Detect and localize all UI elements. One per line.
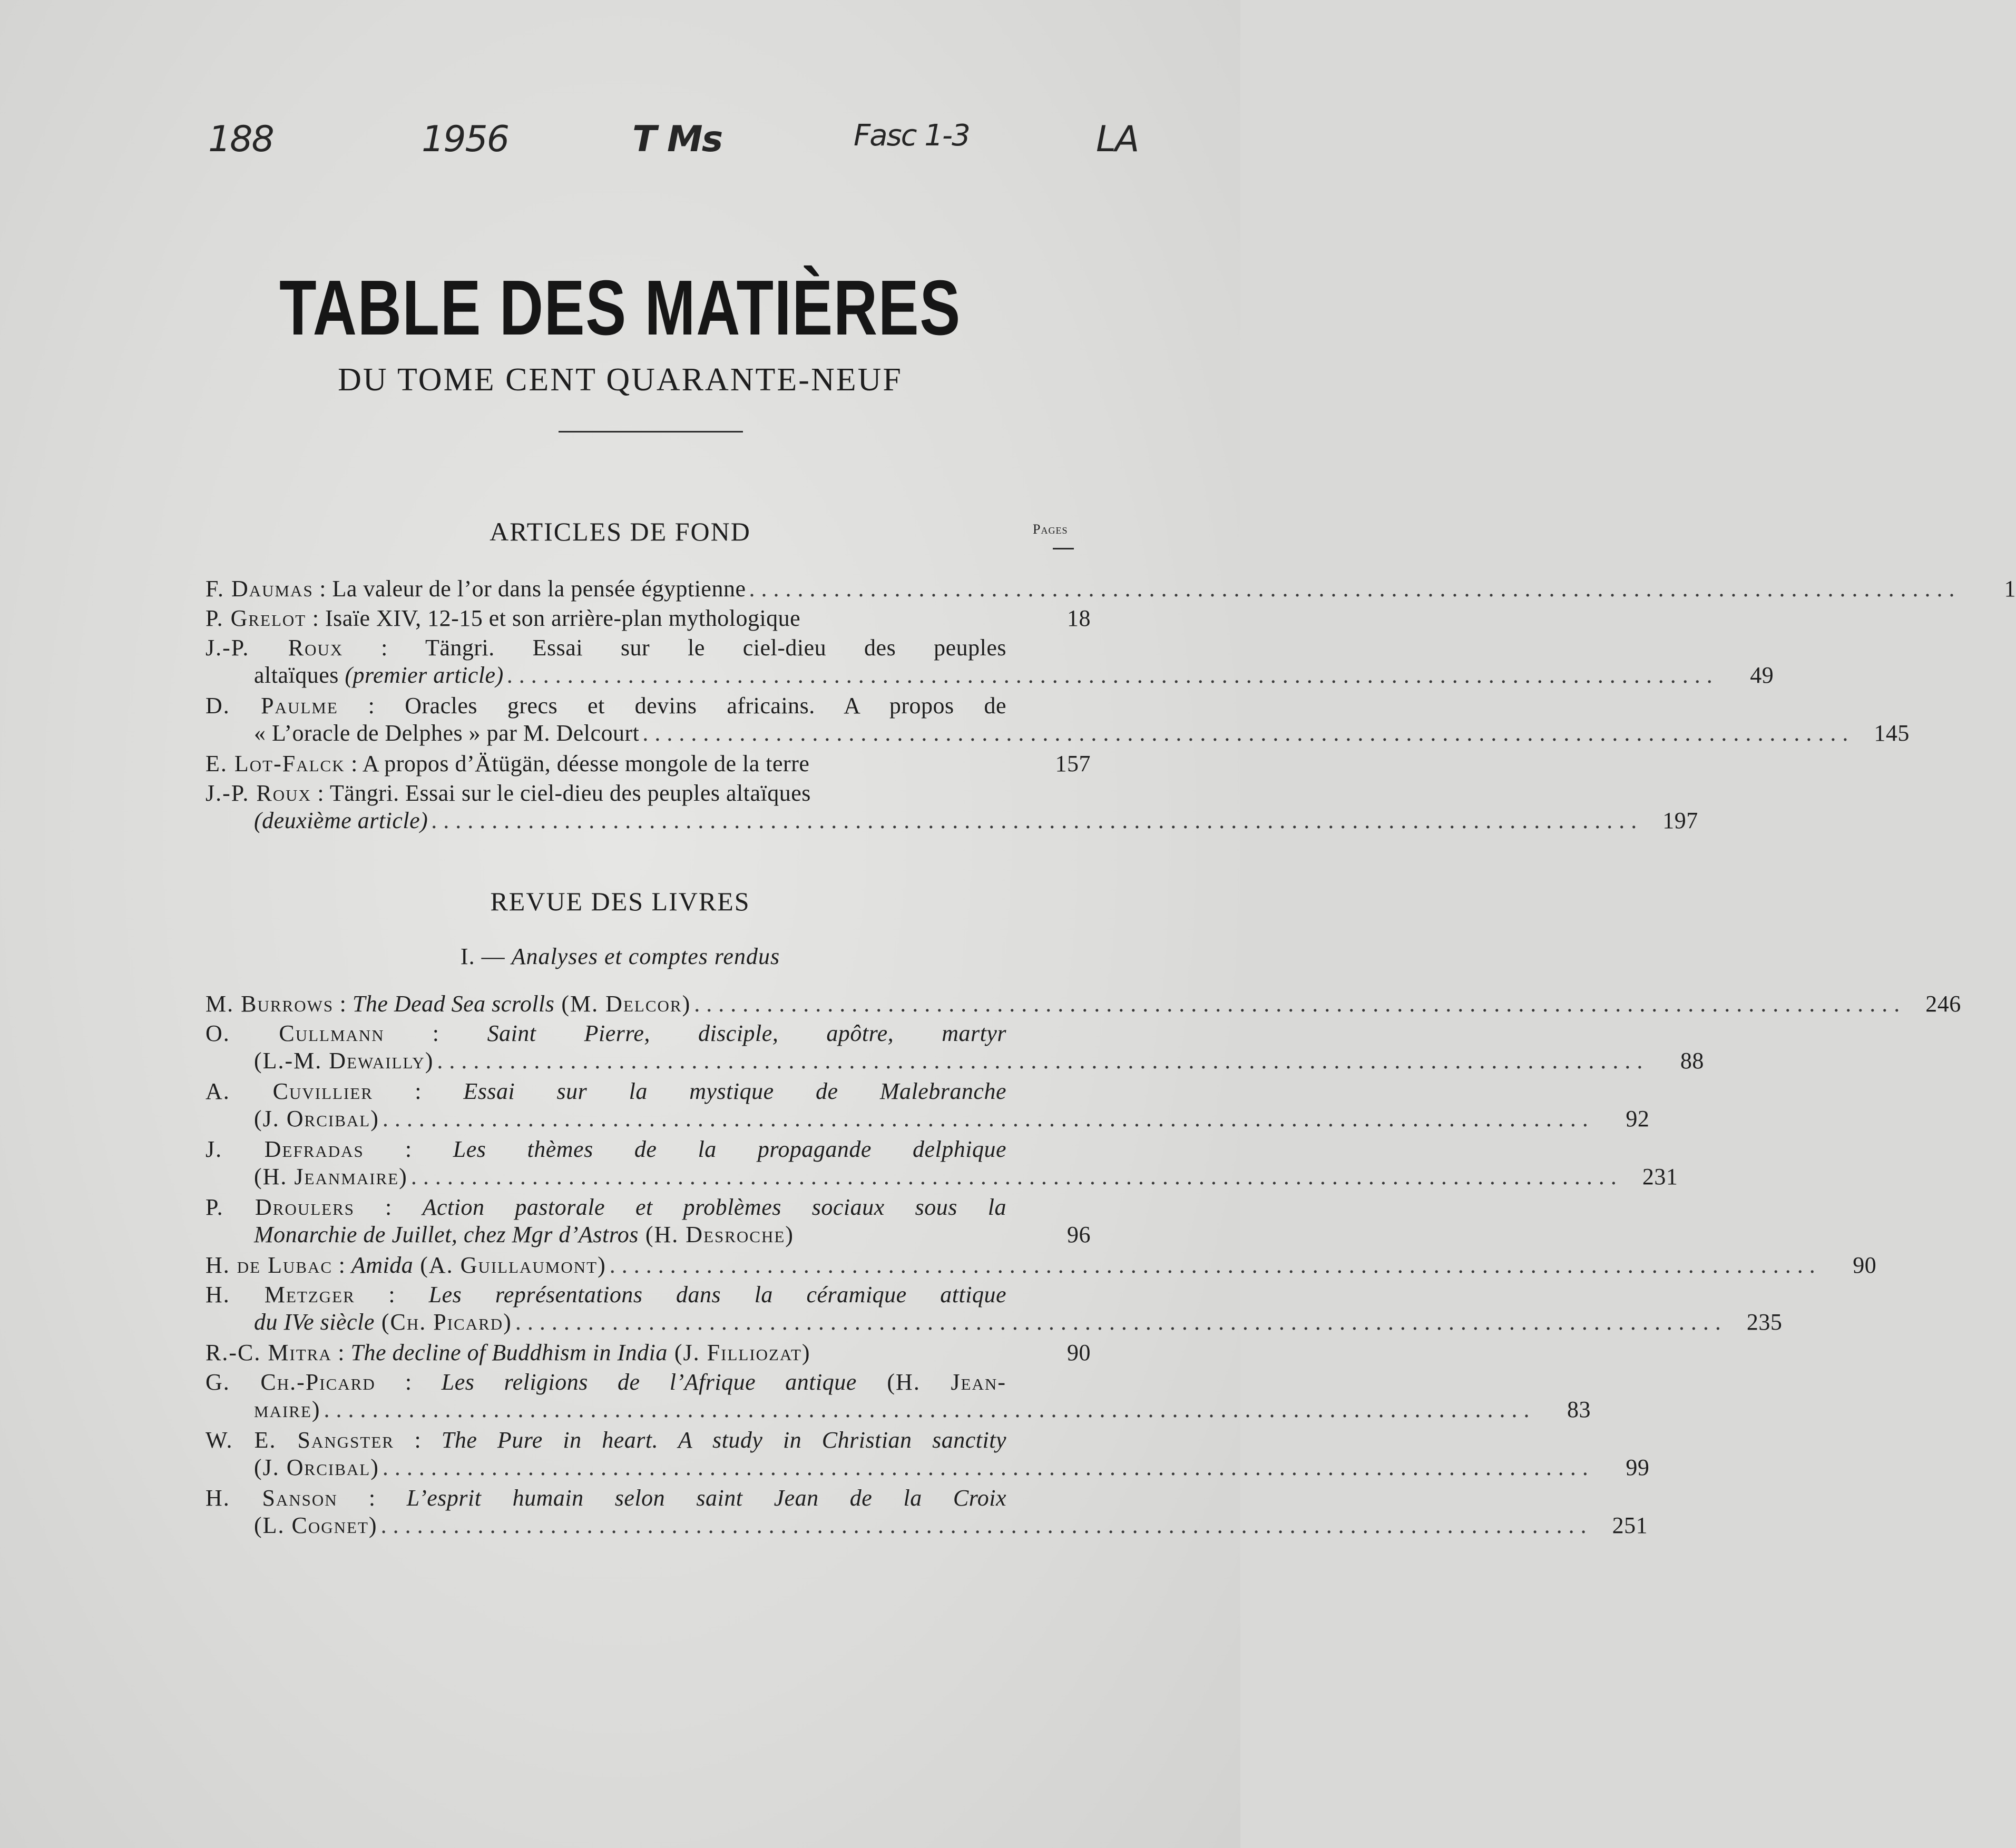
entry-author: H. Metzger (205, 1282, 355, 1308)
toc-entry: M. Burrows : The Dead Sea scrolls (M. Delcor) . . . 246 (205, 990, 1091, 1018)
page-number: 18 (1067, 605, 1091, 631)
toc-entry: H. Metzger : Les représentations dans la céramique attique du IVe siècle (Ch. Picard) . . . 235 (205, 1281, 1091, 1336)
entry-author: G. Ch.-Picard (205, 1369, 376, 1395)
toc-entry: J. Defradas : Les thèmes de la propagande delphique (H. Jeanmaire) . . . 231 (205, 1136, 1091, 1191)
handwritten-note: 1956 (422, 119, 509, 160)
entry-title: Les religions de l’Afrique antique (441, 1369, 857, 1395)
page-number: 92 (1626, 1106, 1650, 1132)
leader-dots (515, 1309, 1721, 1336)
entry-reviewer: (H. Jeanmaire) (254, 1164, 408, 1190)
entry-title: Tängri. Essai sur le ciel-dieu des peuples (425, 635, 1006, 661)
entry-author: J.-P. Roux (205, 635, 344, 661)
toc-entry: J.-P. Roux : Tängri. Essai sur le ciel-dieu des peuples altaïques (deuxième article) . . . 197 (205, 780, 1091, 834)
entry-author: F. Daumas (205, 576, 314, 602)
page-number: 1 (2004, 576, 2016, 602)
page-number: 90 (1853, 1252, 1877, 1278)
entry-title: The decline of Buddhism in India (350, 1340, 668, 1365)
entry-title: Tängri. Essai sur le ciel-dieu des peuples altaïques (329, 780, 811, 806)
entry-title: Isaïe XIV, 12-15 et son arrière-plan mythologique (325, 605, 801, 631)
page-number: 145 (1874, 720, 1910, 746)
page-number: 90 (1067, 1340, 1091, 1365)
handwritten-note: LA (1096, 119, 1139, 160)
entry-reviewer: (J. Orcibal) (254, 1454, 379, 1480)
toc-entry: A. Cuvillier : Essai sur la mystique de Malebranche (J. Orcibal) . . . 92 (205, 1078, 1091, 1133)
entry-author: A. Cuvillier (205, 1078, 373, 1104)
entry-title: Les représentations dans la céramique attique (428, 1282, 1006, 1308)
leader-dots (381, 1512, 1587, 1539)
leader-dots (411, 1163, 1617, 1191)
entry-reviewer: (J. Orcibal) (254, 1106, 379, 1132)
entry-author: P. Droulers (205, 1194, 355, 1220)
entry-author: M. Burrows (205, 991, 334, 1017)
toc-entry: F. Daumas : La valeur de l’or dans la pensée égyptienne . . . 1 (205, 575, 1091, 603)
leader-dots (642, 720, 1848, 747)
section-heading-articles: ARTICLES DE FOND (490, 517, 751, 546)
entry-title: Essai sur la mystique de Malebranche (463, 1078, 1006, 1104)
page-number: 197 (1662, 808, 1698, 833)
toc-entry: H. de Lubac : Amida (A. Guillaumont) . . . 90 (205, 1252, 1091, 1279)
handwritten-note: 188 (208, 119, 273, 160)
leader-dots (431, 807, 1637, 834)
page-number: 88 (1680, 1048, 1704, 1074)
page-number: 231 (1642, 1164, 1678, 1190)
entry-author: P. Grelot (205, 605, 307, 631)
entry-author: J. Defradas (205, 1136, 364, 1162)
entry-title: Oracles grecs et devins africains. A propos de (405, 693, 1006, 719)
entry-title: The Dead Sea scrolls (352, 991, 555, 1017)
toc-entry: P. Droulers : Action pastorale et problèmes sociaux sous la Monarchie de Juillet, chez Mgr d’Astros (H. Desroche) 96 (205, 1194, 1091, 1247)
entry-author: E. Lot-Falck (205, 751, 345, 776)
section-heading-reviews: REVUE DES LIVRES (490, 887, 750, 916)
pages-column-rule (1053, 548, 1074, 549)
page-number: 235 (1746, 1309, 1783, 1335)
entry-reviewer: (A. Guillaumont) (413, 1252, 606, 1278)
page-number: 157 (1055, 751, 1091, 776)
page-number: 96 (1067, 1222, 1091, 1247)
leader-dots (507, 662, 1713, 689)
toc-entry: P. Grelot : Isaïe XIV, 12-15 et son arrière-plan mythologique 18 (205, 605, 1091, 631)
page-number: 99 (1626, 1454, 1650, 1480)
entry-reviewer: (L.-M. Dewailly) (254, 1048, 434, 1074)
entry-author: W. E. Sangster (205, 1427, 394, 1453)
page-number: 251 (1612, 1512, 1648, 1538)
page-number: 83 (1567, 1397, 1591, 1422)
handwritten-note: Fasc 1-3 (854, 119, 970, 153)
toc-entry: W. E. Sangster : The Pure in heart. A study in Christian sanctity (J. Orcibal) . . . 99 (205, 1427, 1091, 1481)
leader-dots (749, 575, 1955, 603)
entry-reviewer: (Ch. Picard) (374, 1309, 512, 1335)
entry-title: Saint Pierre, disciple, apôtre, martyr (487, 1020, 1006, 1046)
entry-title: Amida (351, 1252, 414, 1278)
page-number: 49 (1750, 662, 1774, 688)
toc-entry: E. Lot-Falck : A propos d’Ätügän, déesse mongole de la terre 157 (205, 751, 1091, 776)
entry-reviewer: (M. Delcor) (554, 991, 691, 1017)
entry-title: Action pastorale et problèmes sociaux sous la (422, 1194, 1006, 1220)
handwritten-note: T Ms (632, 119, 722, 160)
entry-title: L’esprit humain selon saint Jean de la Croix (406, 1485, 1006, 1511)
leader-dots (694, 990, 1900, 1018)
entry-title: The Pure in heart. A study in Christian sanctity (441, 1427, 1006, 1453)
entry-reviewer: (H. Desroche) (638, 1222, 794, 1247)
entry-title: Les thèmes de la propagande delphique (453, 1136, 1006, 1162)
leader-dots (437, 1047, 1643, 1075)
entry-reviewer: (L. Cognet) (254, 1512, 378, 1538)
subsection-heading: I. — Analyses et comptes rendus (460, 943, 780, 969)
pages-column-label: Pages (1033, 522, 1068, 537)
entry-author: R.-C. Mitra (205, 1340, 332, 1365)
toc-entry: G. Ch.-Picard : Les religions de l’Afrique antique (H. Jean- maire) . . . 83 (205, 1369, 1091, 1423)
toc-entry: D. Paulme : Oracles grecs et devins africains. A propos de « L’oracle de Delphes » par M. Delcourt . . . 145 (205, 692, 1091, 747)
leader-dots (383, 1105, 1589, 1133)
toc-entry: R.-C. Mitra : The decline of Buddhism in India (J. Filliozat) 90 (205, 1340, 1091, 1365)
page-title: TABLE DES MATIÈRES (279, 264, 961, 351)
leader-dots (324, 1396, 1530, 1423)
entry-reviewer: (J. Filliozat) (667, 1340, 811, 1365)
page-number: 246 (1925, 991, 1961, 1017)
toc-entry: O. Cullmann : Saint Pierre, disciple, apôtre, martyr (L.-M. Dewailly) . . . 88 (205, 1020, 1091, 1075)
leader-dots (610, 1252, 1816, 1279)
title-rule (559, 431, 743, 432)
entry-title: A propos d’Ätügän, déesse mongole de la terre (362, 751, 810, 776)
entry-author: D. Paulme (205, 693, 338, 719)
toc-entry: H. Sanson : L’esprit humain selon saint Jean de la Croix (L. Cognet) . . . 251 (205, 1485, 1091, 1539)
entry-author: J.-P. Roux (205, 780, 311, 806)
toc-entry: J.-P. Roux : Tängri. Essai sur le ciel-dieu des peuples altaïques (premier article) . . . 49 (205, 634, 1091, 689)
entry-author: O. Cullmann (205, 1020, 385, 1046)
entry-reviewer: (H. Jean- (856, 1369, 1006, 1395)
page-subtitle: DU TOME CENT QUARANTE-NEUF (338, 362, 903, 398)
entry-author: H. Sanson (205, 1485, 338, 1511)
entry-author: H. de Lubac (205, 1252, 333, 1278)
leader-dots (383, 1454, 1589, 1481)
entry-title: La valeur de l’or dans la pensée égyptienne (332, 576, 746, 602)
